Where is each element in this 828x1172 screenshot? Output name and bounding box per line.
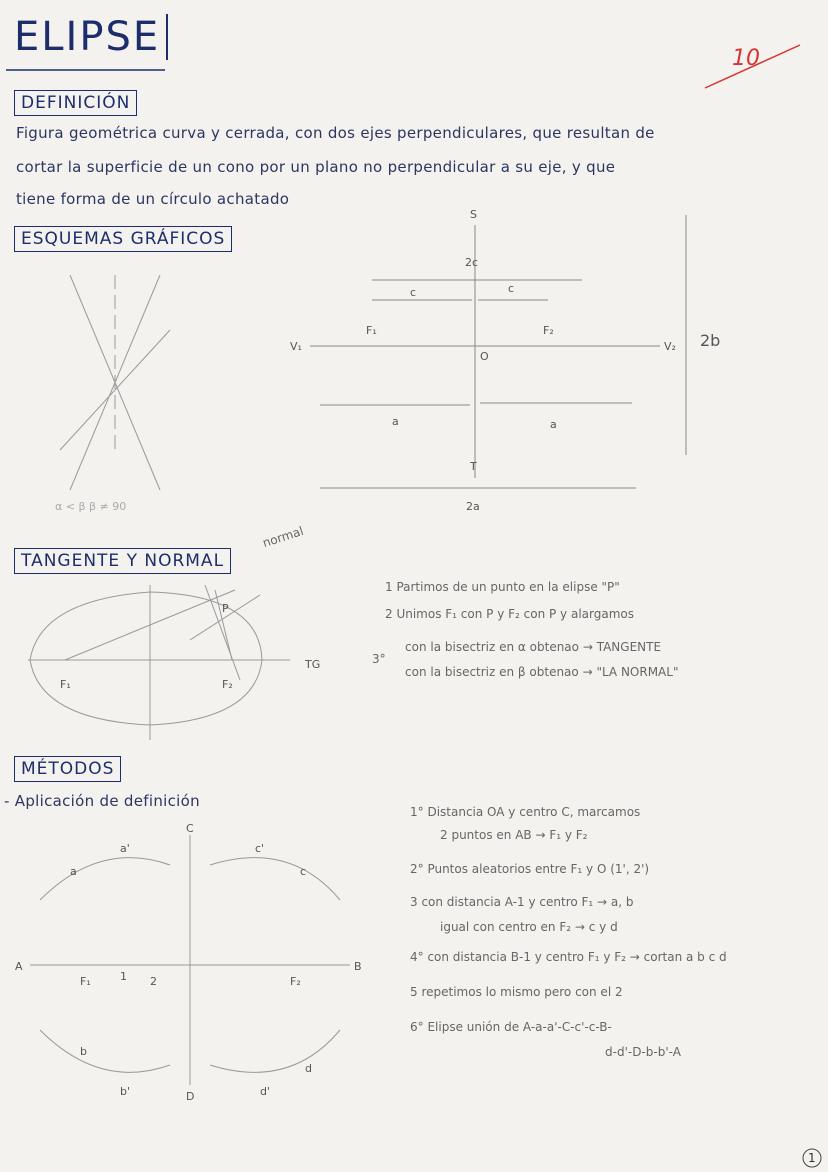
grade: 10	[732, 46, 760, 71]
heading-definicion: DEFINICIÓN	[14, 90, 137, 116]
normal-note: normal	[260, 523, 306, 551]
definition-line: Figura geométrica curva y cerrada, con dos ejes perpendiculares, que resultan de	[16, 124, 655, 142]
cone-caption: α < β β ≠ 90	[55, 500, 127, 513]
label-2c: 2c	[465, 256, 479, 269]
heading-tangente: TANGENTE Y NORMAL	[14, 548, 231, 574]
label-p: P	[222, 602, 229, 615]
label-f1: F₁	[80, 975, 91, 988]
label-b-arc: b	[80, 1045, 87, 1058]
tangent-step: 1 Partimos de un punto en la elipse "P"	[385, 580, 620, 594]
method-step: d-d'-D-b-b'-A	[605, 1045, 681, 1059]
label-f2: F₂	[222, 678, 233, 691]
ellipse-axes-diagram	[310, 215, 686, 488]
label-c-prime: c'	[255, 842, 265, 855]
method-subheading: - Aplicación de definición	[4, 792, 200, 810]
label-v1: V₁	[290, 340, 302, 353]
method-step: 2 puntos en AB → F₁ y F₂	[440, 828, 588, 842]
label-d-prime: d'	[260, 1085, 271, 1098]
label-b-prime: b'	[120, 1085, 131, 1098]
method-step: 3 con distancia A-1 y centro F₁ → a, b	[410, 895, 634, 909]
tangent-diagram	[28, 585, 290, 740]
label-a-point: A	[15, 960, 23, 973]
label-1: 1	[120, 970, 127, 983]
heading-esquemas: ESQUEMAS GRÁFICOS	[14, 226, 232, 252]
method-step: 4° con distancia B-1 y centro F₁ y F₂ → cortan a b c d	[410, 950, 727, 964]
page-title: ELIPSE	[14, 14, 168, 60]
tangent-step: con la bisectriz en β obtenao → "LA NORMAL"	[405, 665, 679, 679]
method-step: 6° Elipse unión de A-a-a'-C-c'-c-B-	[410, 1020, 612, 1034]
cone-diagram	[60, 275, 170, 490]
tangent-step: con la bisectriz en α obtenao → TANGENTE	[405, 640, 662, 654]
label-v2: V₂	[664, 340, 676, 353]
label-f1: F₁	[366, 324, 377, 337]
label-t: T	[470, 460, 477, 473]
label-s: S	[470, 208, 477, 221]
definition-line: cortar la superficie de un cono por un plano no perpendicular a su eje, y que	[16, 158, 616, 176]
label-2b: 2b	[700, 331, 721, 350]
label-a-prime: a'	[120, 842, 130, 855]
label-2: 2	[150, 975, 157, 988]
label-c-point: C	[186, 822, 194, 835]
label-b-point: B	[354, 960, 362, 973]
label-a: a	[392, 415, 399, 428]
method-step: 5 repetimos lo mismo pero con el 2	[410, 985, 623, 999]
page-number: 1	[808, 1151, 816, 1165]
label-c: c	[508, 282, 515, 295]
heading-metodos: MÉTODOS	[14, 756, 121, 782]
definition-line: tiene forma de un círculo achatado	[16, 190, 290, 208]
label-d-point: D	[186, 1090, 195, 1103]
label-a-arc: a	[70, 865, 77, 878]
label-f2: F₂	[290, 975, 301, 988]
label-a: a	[550, 418, 557, 431]
label-f1: F₁	[60, 678, 71, 691]
label-2a: 2a	[466, 500, 480, 513]
method-step: 1° Distancia OA y centro C, marcamos	[410, 805, 641, 819]
method-step: igual con centro en F₂ → c y d	[440, 920, 618, 934]
label-d-arc: d	[305, 1062, 312, 1075]
label-c: c	[410, 286, 417, 299]
label-c-arc: c	[300, 865, 307, 878]
label-o: O	[480, 350, 489, 363]
tangent-step-marker: 3°	[372, 652, 386, 666]
tangent-step: 2 Unimos F₁ con P y F₂ con P y alargamos	[385, 607, 634, 621]
label-f2: F₂	[543, 324, 554, 337]
method-step: 2° Puntos aleatorios entre F₁ y O (1', 2')	[410, 862, 650, 876]
label-tg: TG	[305, 658, 321, 671]
